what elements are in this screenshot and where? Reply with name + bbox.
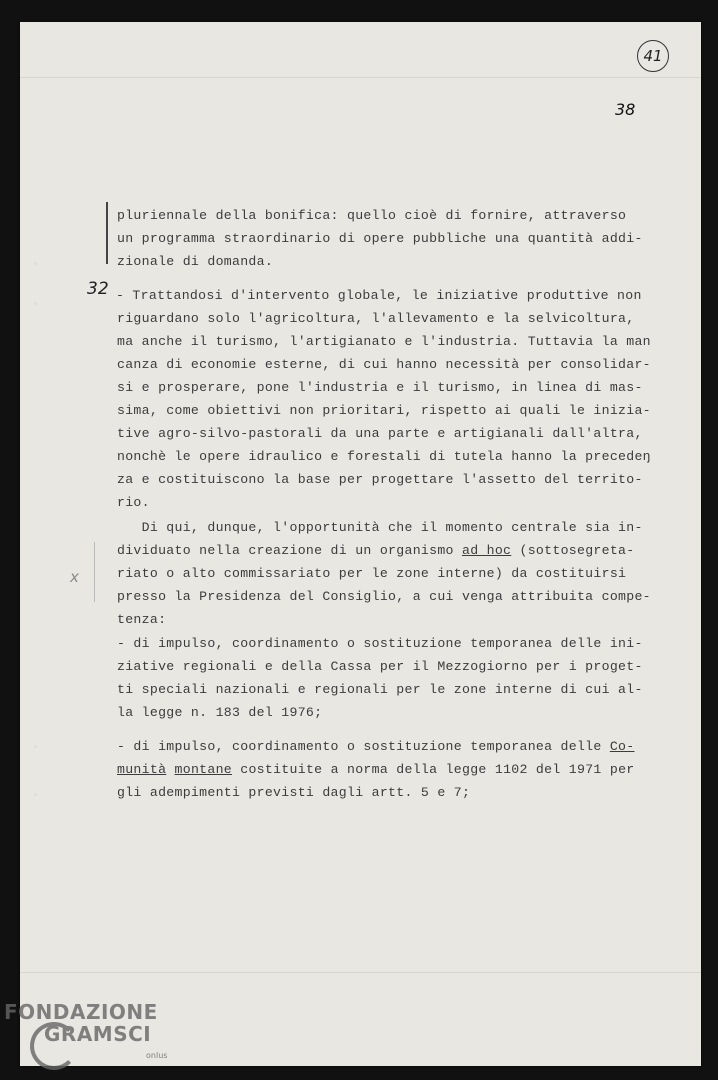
text-line: pluriennale della bonifica: quello cioè di fornire, attraverso	[117, 208, 627, 223]
text-line: ma anche il turismo, l'artigianato e l'industria. Tuttavia la man	[117, 334, 651, 349]
margin-mark: x	[70, 568, 79, 586]
text-line: tive agro-silvo-pastorali da una parte e artigianali dall'altra,	[117, 426, 643, 441]
text-span: (sottosegreta-	[511, 543, 635, 558]
text-line: za e costituiscono la base per progettare l'assetto del territo-	[117, 472, 643, 487]
punch-dot	[34, 793, 37, 796]
text-span: - di impulso, coordinamento o sostituzione temporanea delle	[117, 739, 610, 754]
document-page	[20, 22, 701, 1066]
text-line	[117, 762, 635, 777]
text-span	[166, 762, 174, 777]
text-line: sima, come obiettivi non prioritari, rispetto ai quali le inizia-	[117, 403, 651, 418]
text-line: un programma straordinario di opere pubbliche una quantità addi-	[117, 231, 643, 246]
punch-dot	[34, 745, 37, 748]
underlined-text: munità	[117, 762, 167, 777]
fold-line-bottom	[20, 972, 701, 973]
text-line: rio.	[117, 495, 150, 510]
watermark-line3: onlus	[146, 1051, 168, 1060]
page-number: 38	[615, 100, 636, 119]
text-line: si e prosperare, pone l'industria e il turismo, in linea di mas-	[117, 380, 643, 395]
text-line: nonchè le opere idraulico e forestali di tutela hanno la precedeŋ	[117, 449, 651, 464]
text-line	[117, 739, 634, 754]
text-line: ziative regionali e della Cassa per il Mezzogiorno per i proget-	[117, 659, 643, 674]
underlined-text: ad hoc	[461, 543, 512, 558]
underlined-text: Co-	[609, 739, 635, 754]
fold-line-top	[20, 77, 701, 78]
text-line: Di qui, dunque, l'opportunità che il momento centrale sia in-	[117, 520, 643, 535]
archive-number-stamp: 41	[637, 40, 669, 72]
text-line: riato o alto commissariato per le zone interne) da costituirsi	[117, 566, 627, 581]
text-line: canza di economie esterne, di cui hanno necessità per consolidar-	[117, 357, 651, 372]
text-line: gli adempimenti previsti dagli artt. 5 e 7;	[117, 785, 471, 800]
watermark-line2: GRAMSCI	[44, 1022, 152, 1046]
text-line: ti speciali nazionali e regionali per le zone interne di cui al-	[117, 682, 643, 697]
punch-dot	[34, 262, 37, 265]
text-line: riguardano solo l'agricoltura, l'allevamento e la selvicoltura,	[117, 311, 635, 326]
text-line: tenza:	[117, 612, 167, 627]
text-line: - di impulso, coordinamento o sostituzione temporanea delle ini-	[117, 636, 643, 651]
paragraph-number: 32	[87, 279, 109, 299]
underlined-text: montane	[174, 762, 233, 777]
punch-dot	[34, 302, 37, 305]
text-line	[117, 543, 635, 558]
text-span: dividuato nella creazione di un organismo	[117, 543, 462, 558]
text-line: presso la Presidenza del Consiglio, a cui venga attribuita compe-	[117, 589, 651, 604]
margin-bar	[106, 202, 108, 264]
text-line: zionale di domanda.	[117, 254, 274, 269]
margin-brace	[94, 542, 95, 602]
text-line: - Trattandosi d'intervento globale, le iniziative produttive non	[116, 288, 642, 303]
text-span: costituite a norma della legge 1102 del 1971 per	[232, 762, 635, 777]
watermark-line1: FONDAZIONE	[4, 1000, 158, 1024]
text-line: la legge n. 183 del 1976;	[117, 705, 323, 720]
